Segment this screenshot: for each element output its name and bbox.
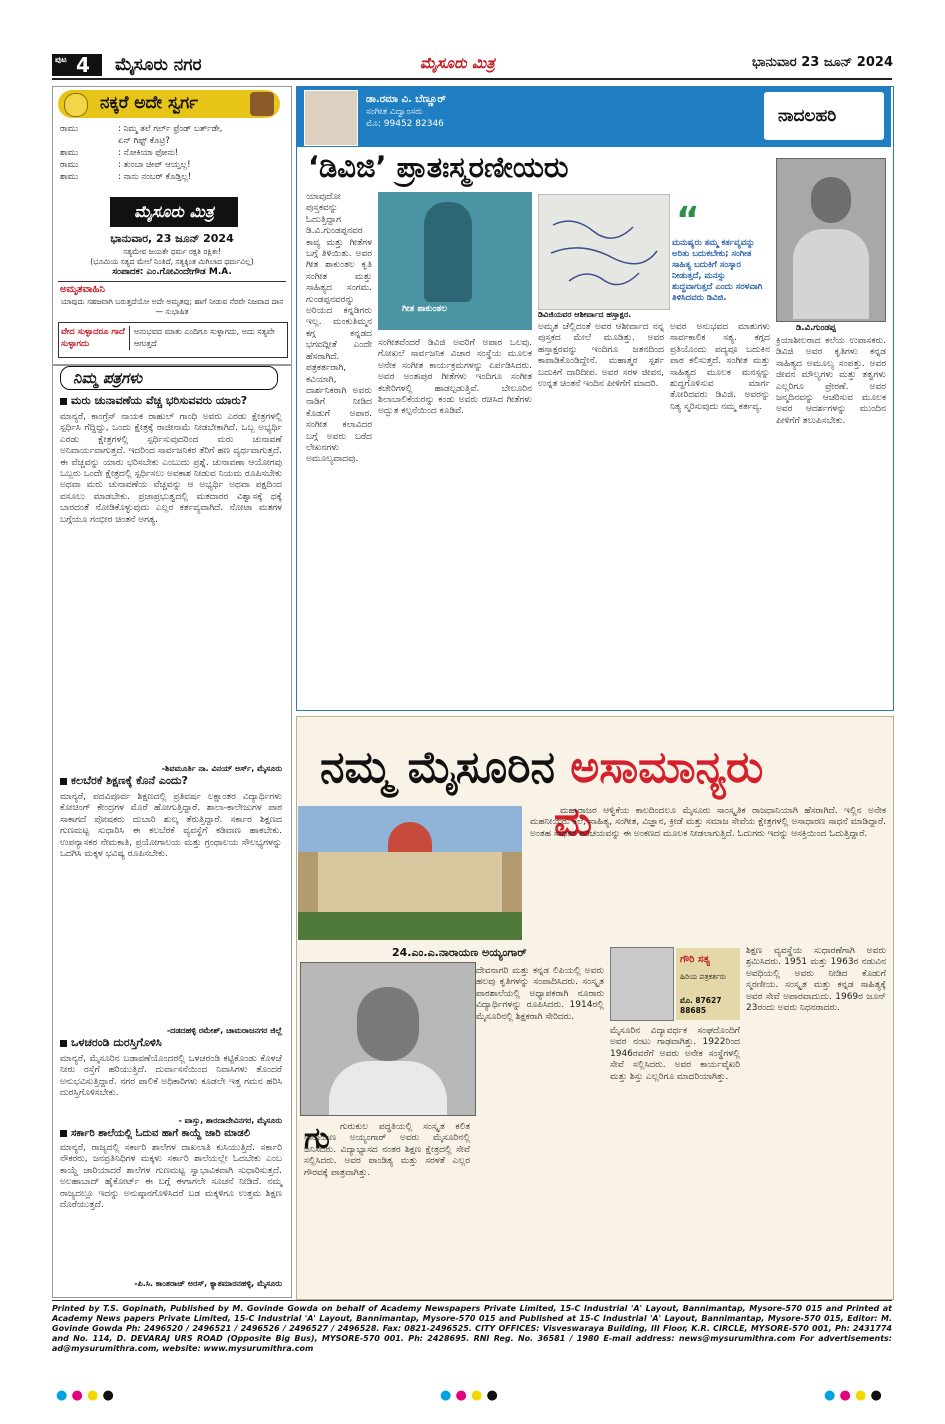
letter-sign: -ಶಿವಮೂರ್ತಿ ನಾ. ವಿನಯ್ ಅರ್ಸ್, ಮೈಸೂರು (161, 764, 282, 773)
photo-face (357, 987, 419, 1061)
bullet-square-icon (60, 778, 67, 785)
header-date: ಭಾನುವಾರ 23 ಜೂನ್ 2024 (752, 55, 893, 70)
column-text-2: ಸಂಗೀತವೆಂದರೆ ಡಿವಿಜಿ ಅವರಿಗೆ ಅಪಾರ ಒಲವು. ಗೋಖಲೆ ಸಾರ್ವಜನಿಕ ವಿಚಾರ ಸಂಸ್ಥೆಯ ಮೂಲಕ ಅನೇಕ ಸಂಗೀತ ಕಾರ್ಯಕ್ರಮಗಳನ್ನು ಏರ್ಪಡಿಸಿದರು. ಅವರ ಅಂತಃಪುರ ಗೀತೆಗಳು ಇಂದಿಗೂ ಸಂಗೀತ ಕಚೇರಿಗಳಲ್ಲಿ ಹಾಡಲ್ಪಡುತ್ತಿವೆ. ಬೇಲೂರಿನ ಶಿಲಾಬಾಲಿಕೆಯರನ್ನು ಕಂಡು ಅವರು ರಚಿಸಿದ ಗೀತೆಗಳು ಅದ್ಭುತ ಕಲ್ಪನೆಯಿಂದ ಕೂಡಿವೆ. (378, 338, 532, 417)
feature-text-3: ಮೈಸೂರಿನ ವಿದ್ಯಾವರ್ಧಕ ಸಂಘದೊಂದಿಗೆ ಅವರ ನಂಟು ಗಾಢವಾಗಿತ್ತು. 1922ರಿಂದ 1946ರವರೆಗೆ ಅವರು ಅನೇಕ ಸಂಸ್ಥೆಗಳಲ್ಲಿ ಸೇವೆ ಸಲ್ಲಿಸಿದರು. ಅವರ ಕಾರ್ಯವೈಖರಿ ಮತ್ತು ಶಿಸ್ತು ಎಲ್ಲರಿಗೂ ಮಾದರಿಯಾಗಿತ್ತು. (610, 1026, 740, 1082)
writer-info (676, 948, 740, 1020)
proverb-box (58, 322, 288, 358)
book-title: ಗೀತ ಶಾಕುಂತಲ (402, 304, 448, 314)
drop-cap: ಗು (304, 1121, 330, 1156)
column-label: ನಾದಲಹರಿ (778, 106, 837, 126)
profile-title: 24.ಎಂ.ಎ.ನಾರಾಯಣ ಅಯ್ಯಂಗಾರ್ (392, 946, 527, 959)
writer-phone: ಮೊ. 87627 88685 (680, 996, 722, 1015)
column-label-box (764, 92, 884, 140)
proverb-left: ವೇದ ಸುಳ್ಳಾದರೂ ಗಾದೆ ಸುಳ್ಳಾಗದು (61, 327, 125, 349)
page-number: 4 (76, 53, 90, 77)
masthead-logo: ಮೈಸೂರು ಮಿತ್ರ (110, 197, 238, 227)
letter-2 (60, 774, 282, 1036)
joke-line: : ನಿಮ್ಮ ತಲೆ ಗರ್ಲ್ ಫ್ರೆಂಡ್ ಬರ್ತ್‌ಡೇ, (118, 124, 223, 134)
joke-banner (58, 90, 280, 118)
headline-part-2: ಅಸಾಮಾನ್ಯರು (570, 742, 764, 793)
joke-line: : ನಾನು ನಂಬರ್ ಕೊಡ್ತಿಲ್ಲ! (118, 172, 192, 182)
column-text-1: ಯಾವುದೋ ಪುಸ್ತಕವನ್ನು ಓದುತ್ತಿದ್ದಾಗ ಡಿ.ವಿ.ಗುಂಡಪ್ಪನವರ ಕಾವ್ಯ ಮತ್ತು ಗೀತೆಗಳ ಬಗ್ಗೆ ತಿಳಿಯಿತು. ಅವರ ಗೀತ ಶಾಕುಂತಲ ಕೃತಿ ಸಂಗೀತ ಮತ್ತು ಸಾಹಿತ್ಯದ ಸಂಗಮ. ಗುಂಡಪ್ಪನವರನ್ನು ಅರಿಯದ ಕನ್ನಡಿಗರು ಇಲ್ಲ. ಮಂಕುತಿಮ್ಮನ ಕಗ್ಗ ಕನ್ನಡದ ಭಗವದ್ಗೀತೆ ಎಂದೇ ಹೆಸರಾಗಿದೆ. ಪತ್ರಕರ್ತರಾಗಿ, ಕವಿಯಾಗಿ, ದಾರ್ಶನಿಕರಾಗಿ ಅವರು ನಾಡಿಗೆ ನೀಡಿದ ಕೊಡುಗೆ ಅಪಾರ. ಸಂಗೀತ ಕಲಾವಿದರ ಬಗ್ಗೆ ಅವರು ಬರೆದ ಲೇಖನಗಳು ಅಮೂಲ್ಯವಾದವು. (306, 192, 372, 465)
amrutavani-text: ಯಾವುದು ಸಹಜವಾಗಿ ಬರುತ್ತದೆಯೋ ಅದೇ ಅಮೃತವು; ಹಾಗೆ ನೀಡುವ ನೆರವೇ ನಿಜವಾದ ದಾನ — ಸುಭಾಷಿತ (60, 297, 284, 316)
letter-body: ಮಾನ್ಯರೆ, ಮೈಸೂರಿನ ಬಡಾವಣೆಯೊಂದರಲ್ಲಿ ಒಳಚರಂಡಿ ಕಟ್ಟಿಕೊಂಡು ಕೊಳಚೆ ನೀರು ರಸ್ತೆಗೆ ಹರಿಯುತ್ತಿದೆ. ದುರ್ವಾಸನೆಯಿಂದ ನಿವಾಸಿಗಳು ತೊಂದರೆ ಅನುಭವಿಸುತ್ತಿದ್ದಾರೆ. ನಗರ ಪಾಲಿಕೆ ಅಧಿಕಾರಿಗಳು ಕೂಡಲೇ ಇತ್ತ ಗಮನ ಹರಿಸಿ ದುರಸ್ತಿಗೊಳಿಸಬೇಕು. (60, 1054, 282, 1099)
column-headline: ‘ಡಿವಿಜಿ’ ಪ್ರಾತಃಸ್ಮರಣೀಯರು (308, 150, 569, 184)
motto-line: ಸತ್ಯಮೇವ ಜಯತೇ ಧರ್ಮ ರಕ್ಷತಿ ರಕ್ಷಿತಃ! (123, 247, 221, 256)
writer-name: ಗೌರಿ ಸತ್ಯ (680, 954, 710, 965)
letter-title: ಕಲಬೆರಕೆ ಶಿಕ್ಷಣಕ್ಕೆ ಕೊನೆ ಎಂದು? (71, 774, 188, 787)
laughing-face-icon (64, 93, 88, 117)
feature-text-1: ಗುರುಕುಲ ಪದ್ಧತಿಯಲ್ಲಿ ಸಂಸ್ಕೃತ ಕಲಿತ ನಾರಾಯಣ ಅಯ್ಯಂಗಾರ್ ಅವರು ಮೈಸೂರಿನಲ್ಲಿ ಜನಿಸಿದರು. ವಿದ್ಯಾಭ್ಯಾಸದ ನಂತರ ಶಿಕ್ಷಣ ಕ್ಷೇತ್ರದಲ್ಲಿ ಸೇವೆ ಸಲ್ಲಿಸಿದರು. ಅವರ ಪಾಂಡಿತ್ಯ ಮತ್ತು ಸರಳತೆ ಎಲ್ಲರ ಗೌರವಕ್ಕೆ ಪಾತ್ರವಾಗಿತ್ತು. (304, 1122, 470, 1178)
footer-rule (52, 1300, 892, 1301)
feature-text-2: ದೇವನಾಗರಿ ಮತ್ತು ಕನ್ನಡ ಲಿಪಿಯಲ್ಲಿ ಅವರು ಹಲವು ಕೃತಿಗಳನ್ನು ಸಂಪಾದಿಸಿದರು. ಸಂಸ್ಕೃತ ಪಾಠಶಾಲೆಯಲ್ಲಿ ಅಧ್ಯಾಪಕರಾಗಿ ನೂರಾರು ವಿದ್ಯಾರ್ಥಿಗಳನ್ನು ರೂಪಿಸಿದರು. 1914ರಲ್ಲಿ ಮೈಸೂರಿನಲ್ಲಿ ಶಿಕ್ಷಕರಾಗಿ ಸೇರಿದರು. (476, 966, 604, 1022)
signature-image (538, 194, 670, 310)
author-name: ಡಾ.ರಮಾ ವಿ. ಬೆಣ್ಣೂರ್ (366, 94, 446, 105)
joke-speaker (60, 135, 118, 147)
divider (58, 281, 286, 282)
feature-headline (320, 742, 763, 793)
imprint-line: Printed by T.S. Gopinath, Published by M. Govinde Gowda on behalf of Academy Newspapers Private Limited, 15-C Industrial 'A' Layout, Bannimantap, Mysore-570 015 and Printed at Academy News papers Private Limited, 15-C Industrial 'A' Layout, Bannimantap, Mysore-570 015 and Published at 15-C Industrial 'A' Layout, Bannimantap, Mysore-570 015, Editor: M. Govinde Gowda Ph: 2496520 / 2496521 / 2496526 / 2496527 / 2496528. Fax: 0821-2496525. CITY OFFICES: Visveswaraya Building, III Floor, K.R. CIRCLE, MYSORE-570 001, Ph: 2431774 and No. 114, D. DEVARAJ URS ROAD (Opposite Big Bus), MYSORE-570 001. Ph: 2428695. RNI Reg. No. 36581 / 1980 E-mail address: news@mysurumithra.com For advertisements: ad@mysurumithra.com, website: www.mysurumithra.com (52, 1304, 892, 1353)
bullet-square-icon (60, 1130, 67, 1137)
letter-body: ಮಾನ್ಯರೆ, ಪದವಿಪೂರ್ವ ಶಿಕ್ಷಣದಲ್ಲಿ ಪ್ರತಿವರ್ಷ ಲಕ್ಷಾಂತರ ವಿದ್ಯಾರ್ಥಿಗಳು ಕೋಚಿಂಗ್ ಕೇಂದ್ರಗಳ ಮೊರೆ ಹೋಗುತ್ತಿದ್ದಾರೆ. ಶಾಲಾ-ಕಾಲೇಜುಗಳ ಪಾಠ ಸಾಕಾಗದೆ ಪೋಷಕರು ದುಬಾರಿ ಶುಲ್ಕ ತೆರುತ್ತಿದ್ದಾರೆ. ಸರ್ಕಾರ ಶಿಕ್ಷಣದ ಗುಣಮಟ್ಟ ಸುಧಾರಿಸಿ ಈ ಕಲಬೆರಕೆ ವ್ಯವಸ್ಥೆಗೆ ಕಡಿವಾಣ ಹಾಕಬೇಕು. ಉಪನ್ಯಾಸಕರ ನೇಮಕಾತಿ, ಪ್ರಯೋಗಾಲಯ ಮತ್ತು ಗ್ರಂಥಾಲಯ ಸೌಲಭ್ಯಗಳನ್ನು ಒದಗಿಸಿ ಮಕ್ಕಳ ಭವಿಷ್ಯ ರೂಪಿಸಬೇಕು. (60, 792, 282, 860)
letter-body: ಮಾನ್ಯರೆ, ರಾಜ್ಯದಲ್ಲಿ ಸರ್ಕಾರಿ ಶಾಲೆಗಳ ದಾಖಲಾತಿ ಕುಸಿಯುತ್ತಿದೆ. ಸರ್ಕಾರಿ ನೌಕರರು, ಜನಪ್ರತಿನಿಧಿಗಳ ಮಕ್ಕಳು ಸರ್ಕಾರಿ ಶಾಲೆಯಲ್ಲೇ ಓದಬೇಕು ಎಂಬ ಕಾಯ್ದೆ ಜಾರಿಯಾದರೆ ಶಾಲೆಗಳ ಗುಣಮಟ್ಟ ಸ್ವಾಭಾವಿಕವಾಗಿ ಸುಧಾರಿಸುತ್ತದೆ. ಅಲಹಾಬಾದ್ ಹೈಕೋರ್ಟ್ ಈ ಬಗ್ಗೆ ಈಗಾಗಲೇ ಸೂಚನೆ ನೀಡಿದೆ. ನಮ್ಮ ರಾಜ್ಯದಲ್ಲೂ ಇದನ್ನು ಅನುಷ್ಠಾನಗೊಳಿಸಿದರೆ ಬಡ ಮಕ್ಕಳಿಗೂ ಉತ್ತಮ ಶಿಕ್ಷಣ ದೊರೆಯುತ್ತದೆ. (60, 1143, 282, 1211)
column-text-5: ಕ್ರಿಯಾಶೀಲರಾದ ಕಲೆಯ ಉಪಾಸಕರು. ಡಿವಿಜಿ ಅವರ ಕೃತಿಗಳು ಕನ್ನಡ ಸಾಹಿತ್ಯದ ಅಮೂಲ್ಯ ಸಂಪತ್ತು. ಅವರ ಜೀವನ ಮೌಲ್ಯಗಳು ಮತ್ತು ತತ್ವಗಳು ಎಲ್ಲರಿಗೂ ಪ್ರೇರಣೆ. ಅವರ ಜನ್ಮದಿನವನ್ನು ಆಚರಿಸುವ ಮೂಲಕ ಅವರ ಆದರ್ಶಗಳನ್ನು ಮುಂದಿನ ಪೀಳಿಗೆಗೆ ತಲುಪಿಸಬೇಕು. (776, 336, 886, 426)
registration-marks-left: ● ● ● ● (56, 1388, 114, 1403)
joke-title: ನಕ್ಕರೆ ಅದೇ ಸ್ವರ್ಗ (100, 93, 199, 113)
book-cover-image (378, 192, 532, 330)
section-title: ಮೈಸೂರು ನಗರ (115, 55, 202, 75)
bullet-square-icon (60, 398, 67, 405)
letter-body: ಮಾನ್ಯರೆ, ಕಾಂಗ್ರೆಸ್ ನಾಯಕ ರಾಹುಲ್ ಗಾಂಧಿ ಅವರು ಎರಡು ಕ್ಷೇತ್ರಗಳಲ್ಲಿ ಸ್ಪರ್ಧಿಸಿ ಗೆದ್ದಿದ್ದು, ಒಂದು ಕ್ಷೇತ್ರಕ್ಕೆ ರಾಜೀನಾಮೆ ನೀಡಬೇಕಾಗಿದೆ. ಒಬ್ಬ ಅಭ್ಯರ್ಥಿ ಎರಡು ಕ್ಷೇತ್ರಗಳಲ್ಲಿ ಸ್ಪರ್ಧಿಸುವುದರಿಂದ ಮರು ಚುನಾವಣೆ ಅನಿವಾರ್ಯವಾಗುತ್ತದೆ. ಇದರಿಂದ ಸಾರ್ವಜನಿಕರ ತೆರಿಗೆ ಹಣ ವ್ಯರ್ಥವಾಗುತ್ತದೆ. ಈ ವೆಚ್ಚವನ್ನು ಯಾರು ಭರಿಸಬೇಕು ಎಂಬುದು ಪ್ರಶ್ನೆ. ಚುನಾವಣಾ ಆಯೋಗವು ಒಬ್ಬರು ಒಂದೇ ಕ್ಷೇತ್ರದಲ್ಲಿ ಸ್ಪರ್ಧಿಸಲು ಅವಕಾಶ ನೀಡುವ ನಿಯಮ ರೂಪಿಸಬೇಕು ಅಥವಾ ಮರು ಚುನಾವಣೆಯ ವೆಚ್ಚವನ್ನು ಆ ಅಭ್ಯರ್ಥಿ ಅಥವಾ ಪಕ್ಷದಿಂದ ವಸೂಲು ಮಾಡಬೇಕು. ಪ್ರಜಾಪ್ರಭುತ್ವದಲ್ಲಿ ಮತದಾರರ ವಿಶ್ವಾಸಕ್ಕೆ ಧಕ್ಕೆ ಬಾರದಂತೆ ನೋಡಿಕೊಳ್ಳುವುದು ಎಲ್ಲರ ಕರ್ತವ್ಯವಾಗಿದೆ. ನೋಟಾ ಮತಗಳ ಬಗ್ಗೆಯೂ ಗಂಭೀರ ಚಿಂತನೆ ಅಗತ್ಯ. (60, 412, 282, 525)
joke-line: ಏನ್ ಗಿಫ್ಟ್ ಕೊಟ್ರಿ? (118, 136, 170, 146)
bullet-square-icon (60, 1040, 67, 1047)
motto-line: (ಭೂಮಿಯ ಸತ್ಯದ ಮೇಲೆ ನಿಂತಿದೆ, ಸತ್ಯಕ್ಕಿಂತ ಮಿಗಿಲಾದ ಧರ್ಮವಿಲ್ಲ) (90, 257, 254, 266)
quote-mark-icon: “ (676, 200, 700, 241)
proverb-right: ಅನುಭವದ ಮಾತು ಎಂದಿಗೂ ಸುಳ್ಳಾಗದು, ಅದು ಸತ್ಯವೇ ಆಗುತ್ತದೆ (129, 326, 288, 350)
profile-photo (300, 962, 476, 1116)
page-number-box (52, 54, 102, 76)
feature-intro: ಮಹಾರಾಜರ ಆಳ್ವಿಕೆಯ ಕಾಲದಿಂದಲೂ ಮೈಸೂರು ಸಾಂಸ್ಕೃತಿಕ ರಾಜಧಾನಿಯಾಗಿ ಹೆಸರಾಗಿದೆ. ಇಲ್ಲಿನ ಅನೇಕ ಮಹನೀಯರು ಕಲೆ, ಸಾಹಿತ್ಯ, ಸಂಗೀತ, ವಿಜ್ಞಾನ, ಕ್ರೀಡೆ ಮತ್ತು ಸಮಾಜ ಸೇವೆಯ ಕ್ಷೇತ್ರಗಳಲ್ಲಿ ಅಸಾಧಾರಣ ಸಾಧನೆ ಮಾಡಿದ್ದಾರೆ. ಅಂತಹ ಸಾಧಕರ ಪರಿಚಯವನ್ನು ಈ ಅಂಕಣದ ಮೂಲಕ ನೀಡಲಾಗುತ್ತಿದೆ. ಓದುಗರು ಇದನ್ನು ಆಸಕ್ತಿಯಿಂದ ಓದುತ್ತಿದ್ದಾರೆ. (530, 806, 886, 839)
registration-marks-center: ● ● ● ● (440, 1388, 498, 1403)
drop-cap: ಮ (554, 799, 593, 845)
joke-line: : ತುಂಬಾ ಚೀಪ್ ಆಯ್ತಲ್ಲ! (118, 160, 191, 170)
joke-speaker: ಶಾಮು (60, 148, 79, 158)
registration-marks-right: ● ● ● ● (824, 1388, 882, 1403)
lawn (298, 912, 522, 940)
headline-part-1: ನಮ್ಮ ಮೈಸೂರಿನ (320, 742, 571, 793)
amrutavani-title: ಅಮೃತವಾಹಿನಿ (60, 284, 105, 295)
mysore-palace-image (298, 806, 522, 940)
feature-text-4: ಶಿಕ್ಷಣ ವ್ಯವಸ್ಥೆಯ ಸುಧಾರಣೆಗಾಗಿ ಅವರು ಶ್ರಮಿಸಿದರು. 1951 ಮತ್ತು 1963ರ ನಡುವಿನ ಅವಧಿಯಲ್ಲಿ ಅವರು ನೀಡಿದ ಕೊಡುಗೆ ಸ್ಮರಣೀಯ. ಸಂಸ್ಕೃತ ಮತ್ತು ಕನ್ನಡ ಸಾಹಿತ್ಯಕ್ಕೆ ಅವರ ಸೇವೆ ಅಪಾರವಾದುದು. 1969ರ ಜೂನ್ 23ರಂದು ಅವರು ನಿಧನರಾದರು. (746, 946, 886, 1014)
page-label: ಪುಟ (55, 55, 67, 64)
masthead-editor: ಸಂಪಾದಕ: ಎಂ.ಗೋವಿಂದೇಗೌಡ M.A. (112, 267, 232, 277)
letter-title: ಒಳಚರಂಡಿ ದುರಸ್ತಿಗೊಳಿಸಿ (71, 1036, 162, 1049)
letter-title: ಸರ್ಕಾರಿ ಶಾಲೆಯಲ್ಲಿ ಓದುವ ಹಾಗೆ ಕಾಯ್ದೆ ಜಾರಿ ಮಾಡಲಿ (71, 1128, 250, 1139)
photo-body (329, 1061, 447, 1115)
cartoon-icon (250, 92, 274, 116)
joke-line: : ನೋಕಿಯಾ ಫೋನು! (118, 148, 179, 158)
letters-title: ನಿಮ್ಮ ಪತ್ರಗಳು (73, 369, 143, 387)
letter-sign: -ದಡದಹಳ್ಳಿ ರಮೇಶ್, ಚಾಮರಾಜನಗರ ಜಿಲ್ಲೆ (166, 1026, 282, 1035)
letter-4 (60, 1128, 282, 1289)
letters-header (60, 366, 278, 390)
writer-photo (610, 947, 674, 1021)
joke-dialogue (60, 123, 282, 183)
letter-3 (60, 1036, 282, 1126)
joke-speaker: ಶಾಮು (60, 172, 79, 182)
letter-sign: -ಪಿ.ಸಿ. ಕಾಂತರಾಜ್ ಅರಸ್, ಕ್ಯಾತಮಾರನಹಳ್ಳಿ, ಮೈಸೂರು (134, 1279, 282, 1288)
portrait-body (793, 229, 869, 319)
column-text-4: ಅವರ ಅನುಭವದ ಮಾತುಗಳು ಸಾರ್ವಕಾಲಿಕ ಸತ್ಯ. ಕಗ್ಗದ ಪ್ರತಿಯೊಂದು ಪದ್ಯವೂ ಬದುಕಿನ ಪಾಠ ಕಲಿಸುತ್ತದೆ. ಸಂಗೀತ ಮತ್ತು ಸಾಹಿತ್ಯದ ಮೂಲಕ ಮನಸ್ಸನ್ನು ಶುದ್ಧಗೊಳಿಸುವ ಮಾರ್ಗ ತೋರಿದವರು ಡಿವಿಜಿ. ಅವರನ್ನು ನಿತ್ಯ ಸ್ಮರಿಸುವುದು ನಮ್ಮ ಕರ್ತವ್ಯ. (670, 322, 770, 412)
portrait-caption: ಡಿ.ವಿ.ಗುಂಡಪ್ಪ (796, 323, 836, 333)
pull-quote: ಮನುಷ್ಯರು ತಮ್ಮ ಕರ್ತವ್ಯವನ್ನು ಅರಿತು ಬದುಕಬೇಕು; ಸಂಗೀತ ಸಾಹಿತ್ಯ ಬದುಕಿಗೆ ಸಂಸ್ಕಾರ ನೀಡುತ್ತದೆ, ಮನಸ್ಸು ಶುದ್ಧವಾಗುತ್ತದೆ ಎಂದು ಸರಳವಾಗಿ ತಿಳಿಸಿದವರು ಡಿವಿಜಿ. (672, 238, 763, 303)
joke-speaker: ರಾಮು (60, 160, 79, 170)
column-text-3: ಅಮೃತ ಚೆಲ್ಲಿದಂತೆ ಅವರ ಆಶೀರ್ವಾದ ನನ್ನ ಪುಸ್ತಕದ ಮೇಲೆ ಮೂಡಿತ್ತು. ಅವರ ಹಸ್ತಾಕ್ಷರವನ್ನು ಇಂದಿಗೂ ಜತನದಿಂದ ಕಾಪಾಡಿಕೊಂಡಿದ್ದೇನೆ. ಮಹಾತ್ಮರ ಸ್ಪರ್ಶ ಬದುಕಿಗೆ ದಾರಿದೀಪ. ಅವರ ಸರಳ ಜೀವನ, ಉನ್ನತ ಚಿಂತನೆ ಇಂದಿನ ಪೀಳಿಗೆಗೆ ಮಾದರಿ. (538, 322, 664, 390)
signature-caption: ಡಿವಿಜಿಯವರ ಆಶೀರ್ವಾದ ಹಸ್ತಾಕ್ಷರ. (538, 310, 632, 319)
author-role: ಸಂಗೀತ ವಿದ್ವಾಂಸರು (366, 107, 423, 117)
letter-sign: - ವಾಸ್ತು, ಶಾರದಾದೇವಿನಗರ, ಮೈಸೂರು (178, 1116, 282, 1125)
joke-speaker: ರಾಮು (60, 124, 79, 134)
dvg-portrait (776, 158, 886, 322)
author-phone: ಮೊ: 99452 82346 (366, 119, 444, 129)
letter-1 (60, 394, 282, 774)
handwriting-signature (539, 195, 669, 309)
masthead-date: ಭಾನುವಾರ, 23 ಜೂನ್ 2024 (110, 232, 234, 245)
figure-illustration (424, 202, 472, 302)
author-photo (304, 90, 358, 146)
masthead-motto (58, 247, 286, 277)
brand-name: ಮೈಸೂರು ಮಿತ್ರ (420, 54, 495, 72)
portrait-face (811, 177, 851, 223)
letter-title: ಮರು ಚುನಾವಣೆಯ ವೆಚ್ಚ ಭರಿಸುವವರು ಯಾರು? (71, 394, 248, 407)
writer-role: ಹಿರಿಯ ಪತ್ರಕರ್ತರು (680, 972, 727, 981)
author-info (366, 94, 446, 130)
palace-facade (318, 852, 502, 912)
